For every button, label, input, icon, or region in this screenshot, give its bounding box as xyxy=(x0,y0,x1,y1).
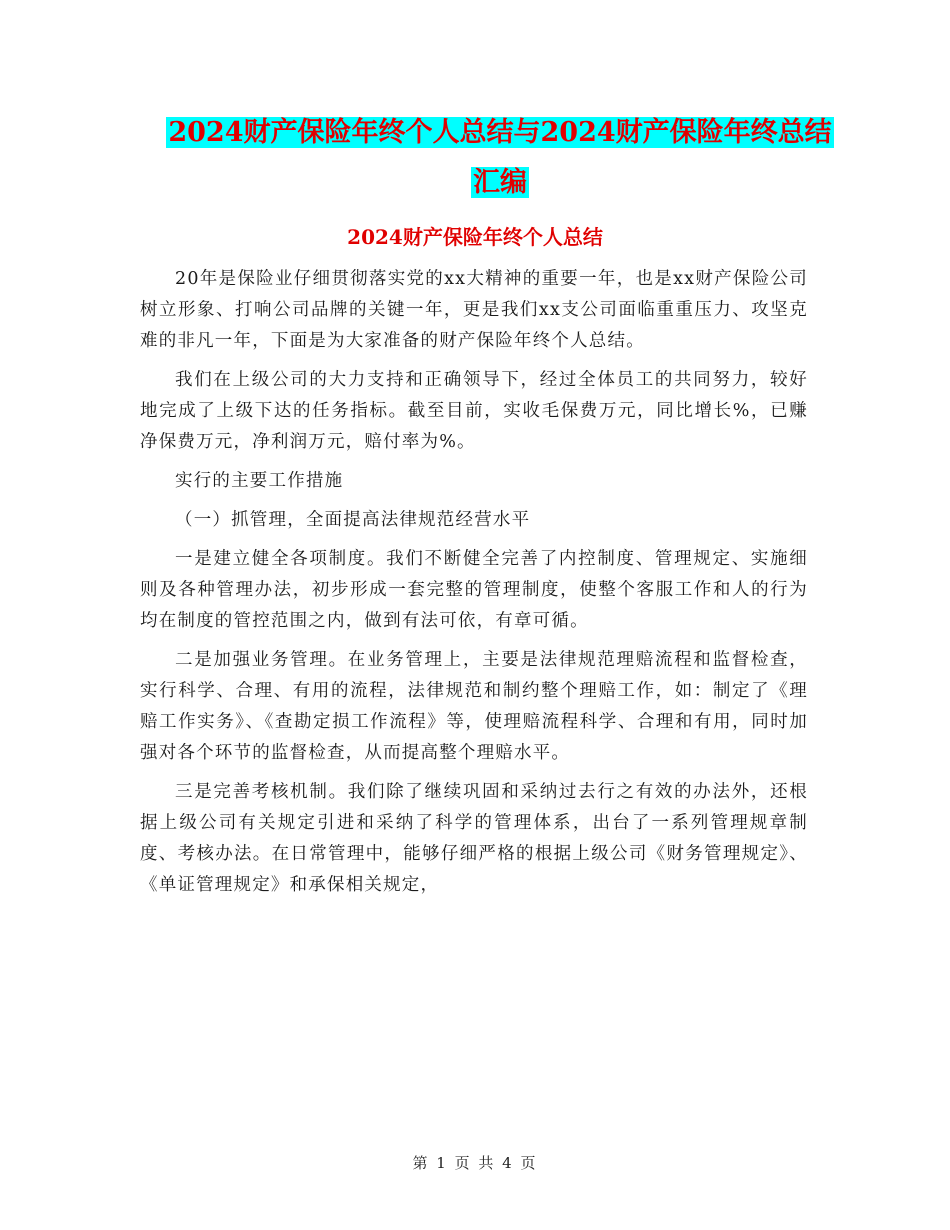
paragraph-intro: 20年是保险业仔细贯彻落实党的xx大精神的重要一年，也是xx财产保险公司树立形象、打响公司品牌的关键一年，更是我们xx支公司面临重重压力、攻坚克难的非凡一年，下面是为大家准备的财产保险年终个人总结。 xyxy=(140,269,808,351)
document-body xyxy=(140,264,808,909)
page-footer: 第 1 页 共 4 页 xyxy=(412,1154,538,1172)
section-title: 2024财产保险年终个人总结 xyxy=(347,225,603,249)
document-title xyxy=(140,108,860,208)
document-title-line-1: 2024财产保险年终个人总结与2024财产保险年终总结 xyxy=(168,117,832,148)
paragraph-point-2: 二是加强业务管理。在业务管理上，主要是法律规范理赔流程和监督检查，实行科学、合理、有用的流程，法律规范和制约整个理赔工作，如：制定了《理赔工作实务》、《查勘定损工作流程》等，使理赔流程科学、合理和有用，同时加强对各个环节的监督检查，从而提高整个理赔水平。 xyxy=(140,650,808,763)
paragraph-point-3: 三是完善考核机制。我们除了继续巩固和采纳过去行之有效的办法外，还根据上级公司有关规定引进和采纳了科学的管理体系，出台了一系列管理规章制度、考核办法。在日常管理中，能够仔细严格的根据上级公司《财务管理规定》、《单证管理规定》和承保相关规定， xyxy=(140,782,808,895)
document-title-line-2: 汇编 xyxy=(473,167,527,198)
subheading-measures: 实行的主要工作措施 xyxy=(175,471,344,491)
paragraph-achievements: 我们在上级公司的大力支持和正确领导下，经过全体员工的共同努力，较好地完成了上级下达的任务指标。截至目前，实收毛保费万元，同比增长%，已赚净保费万元，净利润万元，赔付率为%。 xyxy=(140,370,808,452)
subheading-management: （一）抓管理，全面提高法律规范经营水平 xyxy=(175,510,531,530)
paragraph-point-1: 一是建立健全各项制度。我们不断健全完善了内控制度、管理规定、实施细则及各种管理办法，初步形成一套完整的管理制度，使整个客服工作和人的行为均在制度的管控范围之内，做到有法可依，有章可循。 xyxy=(140,549,808,631)
